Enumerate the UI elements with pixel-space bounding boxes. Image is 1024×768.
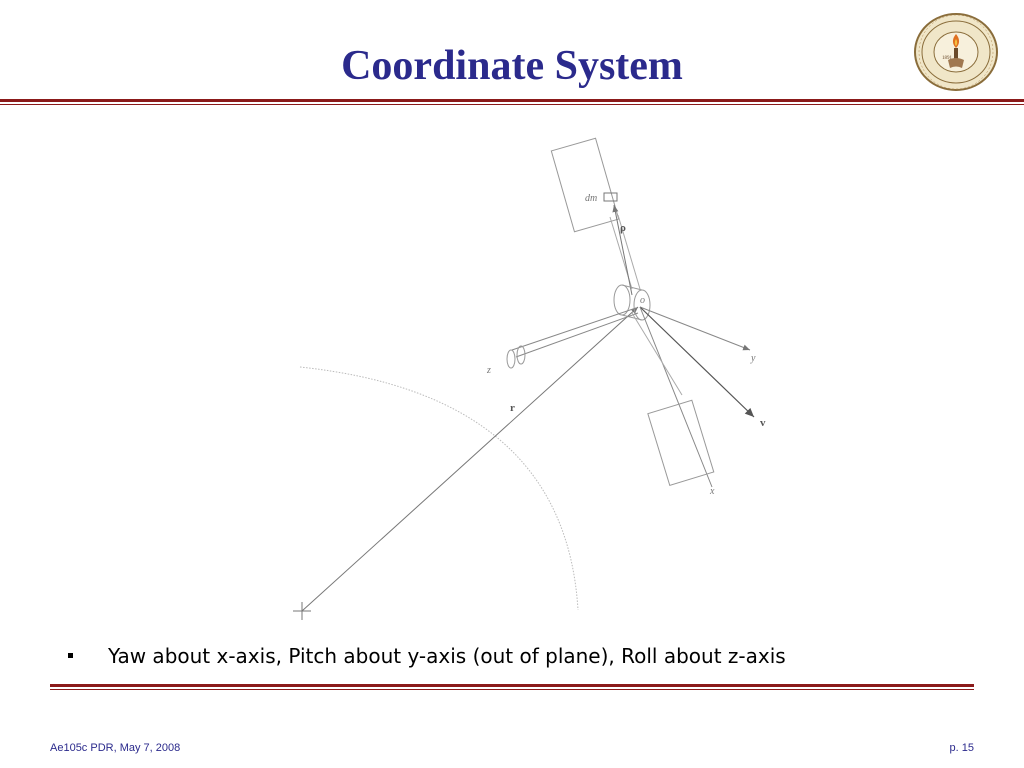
y-axis-arrow [640,307,750,350]
bullet-text: Yaw about x-axis, Pitch about y-axis (out of plane), Roll about z-axis [108,644,786,668]
lower-tether-line [632,313,682,395]
coordinate-system-diagram [280,125,780,625]
z-axis-line-b [516,313,638,357]
bullet-item [68,640,968,672]
label-v: v [760,417,766,429]
caltech-seal-logo [913,12,999,92]
label-z: z [487,365,491,376]
vector-rho [614,205,632,295]
label-r: r [510,402,515,414]
slide-title: Coordinate System [341,43,683,89]
z-axis-line-a [512,308,636,350]
header-rule-thick [0,99,1024,102]
label-rho: ρ [620,222,626,234]
mass-element-dm [604,193,617,201]
position-vector-r [302,307,638,611]
label-o: o [640,295,645,306]
spacecraft-lower-body [648,400,714,485]
x-axis-line [640,307,712,487]
earth-surface-arc [300,367,578,610]
label-dm: dm [585,193,598,204]
footer-rule-thick [50,684,974,687]
label-y: y [751,353,756,364]
bullet-marker [68,653,73,658]
seal-year: 1891 [942,56,952,61]
header-rule-thin [0,104,1024,105]
spacecraft-upper-body [551,138,618,231]
velocity-vector-v [640,307,754,417]
footer-page-number: p. 15 [949,742,974,754]
footer-course-date: Ae105c PDR, May 7, 2008 [50,742,181,754]
label-x: x [710,486,715,497]
footer-rule-thin [50,689,974,690]
